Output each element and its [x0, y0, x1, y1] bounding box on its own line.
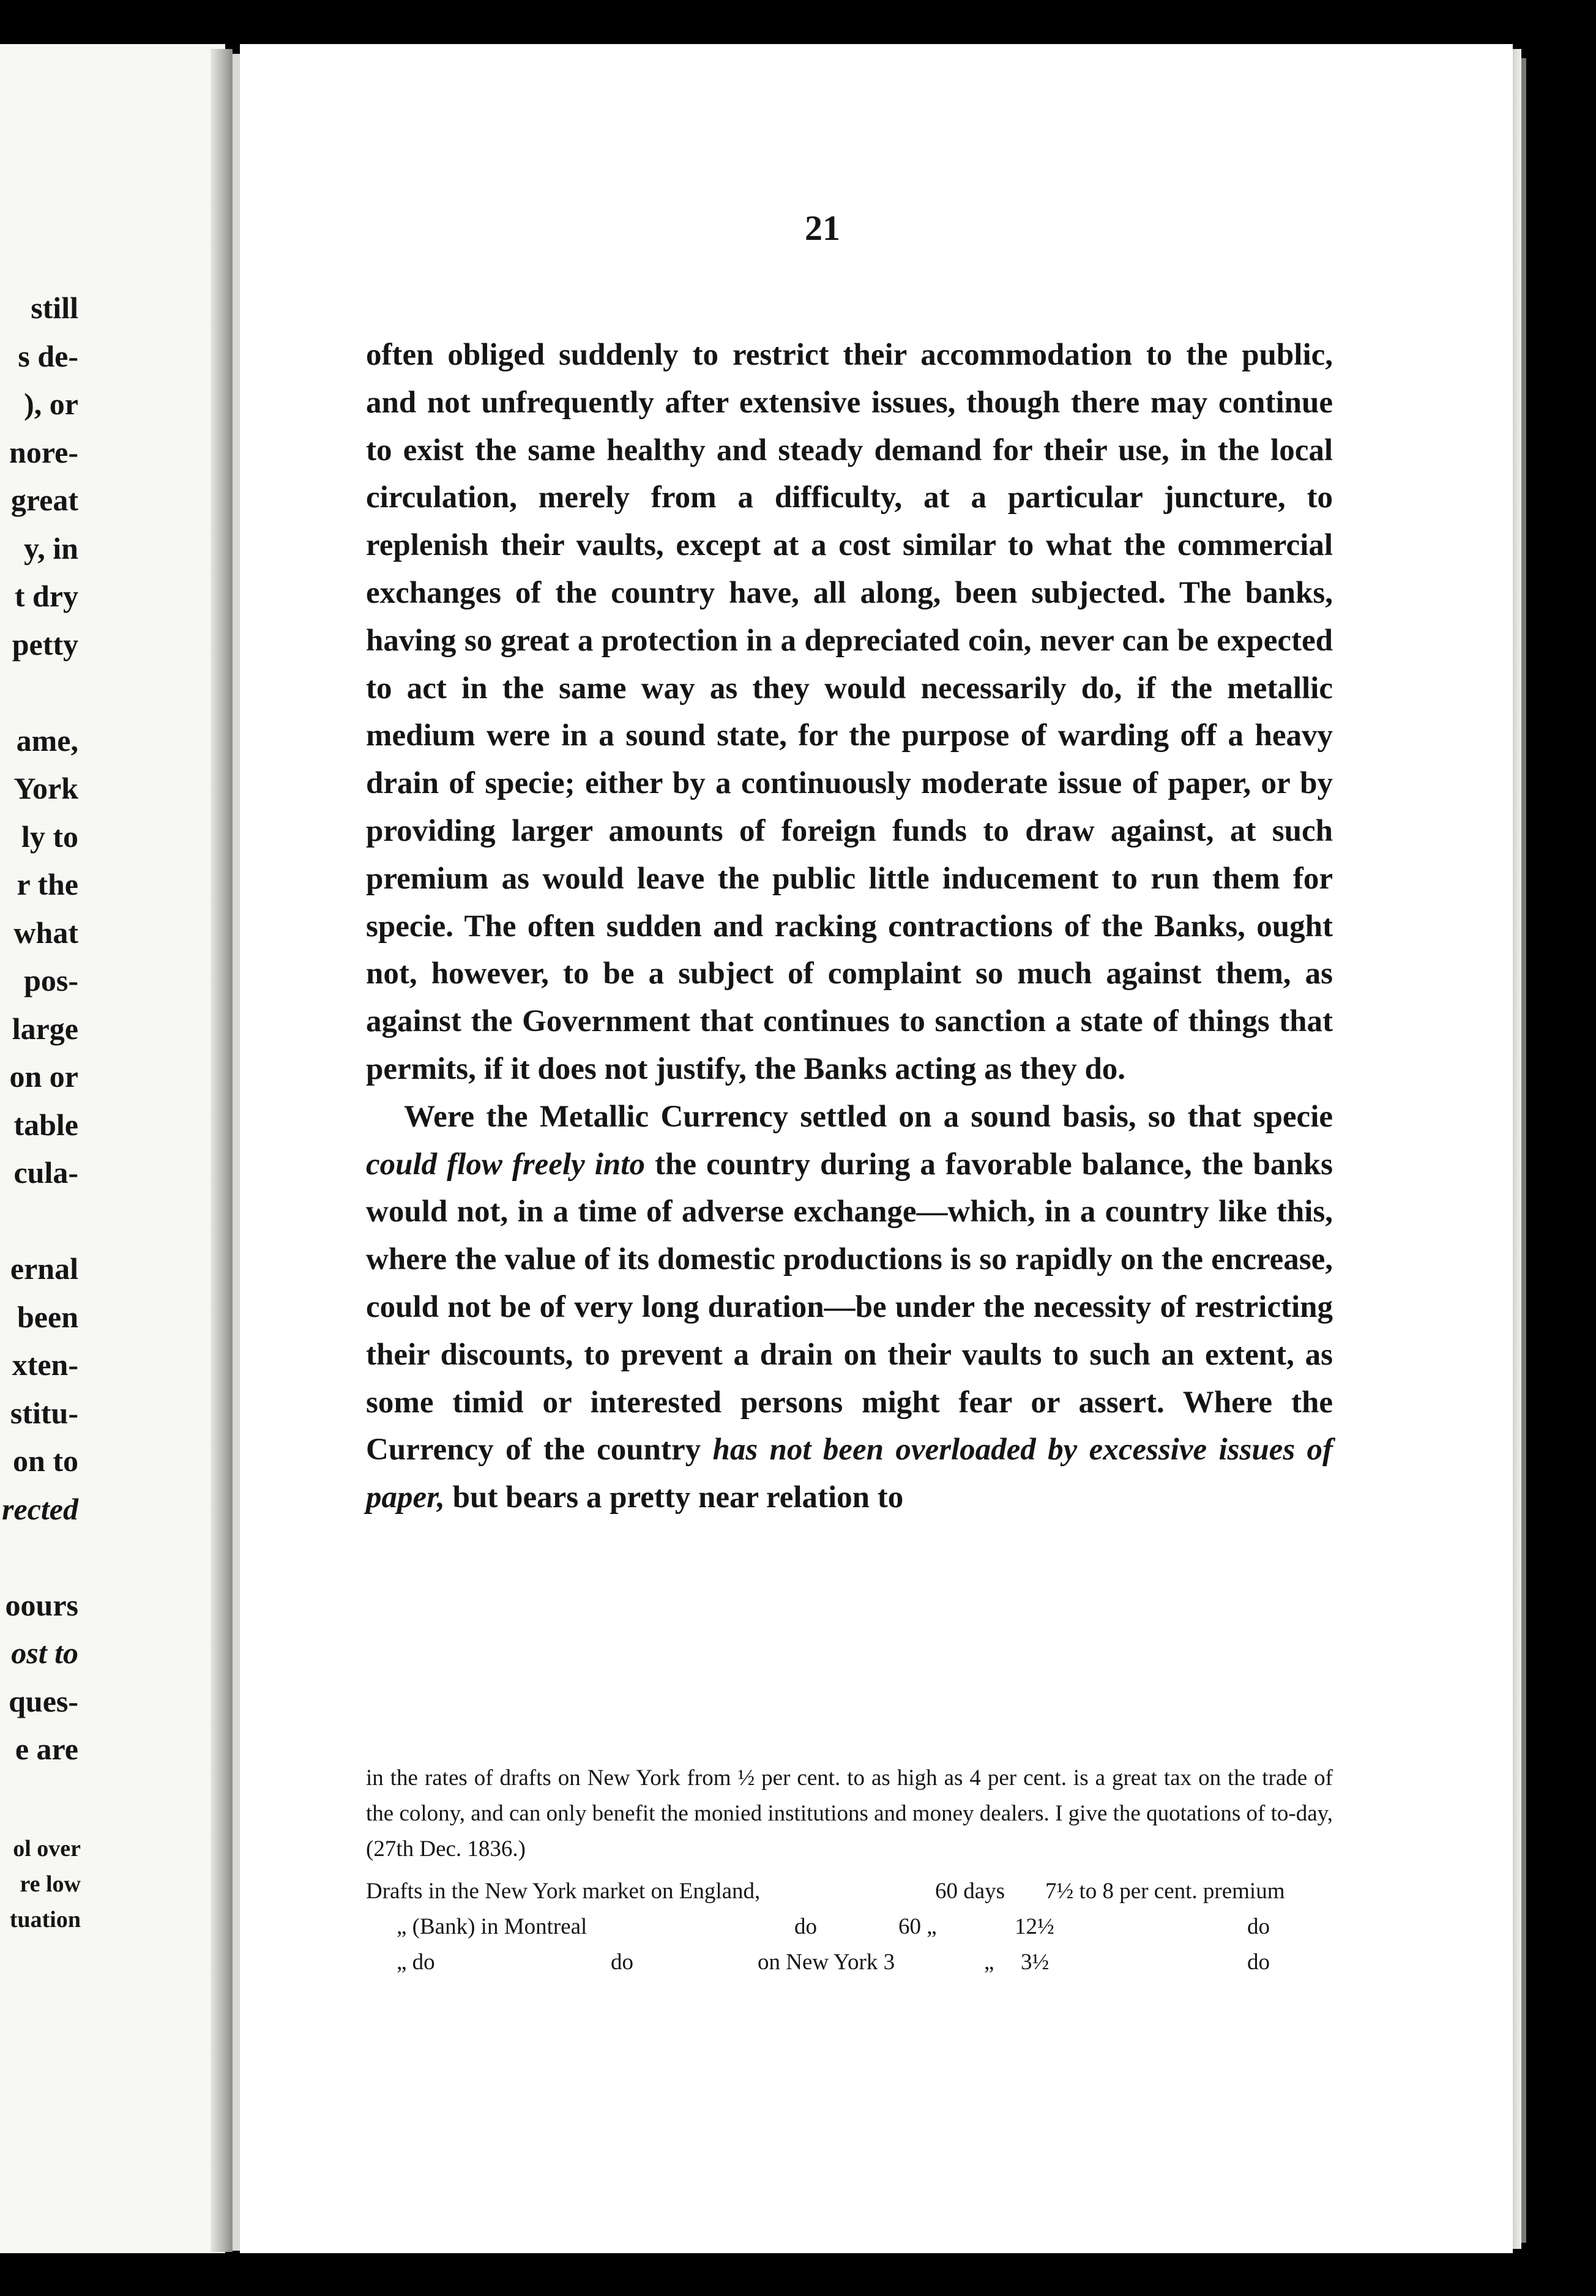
left-page-line: ernal: [10, 1251, 78, 1286]
page-edge: [1513, 49, 1521, 2249]
table-cell: 7½ to 8 per cent. premium: [1045, 1879, 1285, 1904]
left-page-footnote-line: tuation: [9, 1907, 81, 1933]
left-page-line: what: [13, 915, 78, 950]
left-page-line: ques-: [9, 1683, 78, 1718]
left-page-line: on or: [9, 1059, 78, 1094]
left-page-line: cula-: [13, 1155, 78, 1190]
left-page-line: xten-: [12, 1347, 78, 1382]
paragraph: [366, 1094, 1333, 1522]
table-cell: „: [984, 1950, 994, 1975]
table-row: [366, 1909, 1345, 1945]
left-page-line: great: [10, 483, 78, 517]
footnote: in the rates of drafts on New York from ½ per cent. to as high as 4 per cent. is a great tax on the trade of the colony, and can only benefit the monied institutions and money dealers. I give the quotations of to-day, (27th Dec. 1836.): [366, 1765, 1333, 1862]
left-page-line: ame,: [16, 723, 78, 758]
left-page-line: y, in: [24, 531, 78, 565]
right-page: [240, 44, 1513, 2253]
left-page-line: rected: [2, 1491, 78, 1526]
body-text: [366, 332, 1333, 1522]
left-page-line: r the: [17, 867, 78, 901]
table-cell: do: [1247, 1914, 1270, 1939]
left-page-line: oours: [5, 1587, 78, 1622]
table-cell: do: [1247, 1950, 1270, 1975]
page-edge-shadow: [1521, 58, 1526, 2243]
table-row: [366, 1945, 1345, 1980]
table-cell: 60 days: [935, 1879, 1005, 1904]
left-page-line: still: [31, 291, 78, 325]
book-gutter: [233, 54, 240, 2251]
left-page-line: been: [17, 1299, 78, 1334]
exchange-rates-table: [366, 1874, 1345, 1980]
paragraph-text: but bears a pretty near relation to: [444, 1480, 904, 1515]
paragraph-text: Were the Metallic Currency settled on a sound basis, so that specie: [404, 1099, 1333, 1134]
left-page-line: large: [12, 1011, 78, 1046]
table-cell: „ (Bank) in Montreal: [397, 1914, 587, 1939]
left-page-line: pos-: [24, 963, 78, 997]
italic-phrase: has not been overloaded by excessive issues of paper,: [366, 1433, 1333, 1515]
left-page-line: nore-: [9, 434, 78, 469]
left-page-line: table: [13, 1107, 78, 1142]
paragraph-text: the country during a favorable balance, the banks would not, in a time of adverse exchange—which, in a country like this, where the value of its domestic productions is so rapidly on the encrease, could not be of very long duration—be under the necessity of restricting their discounts, to prevent a drain on their vaults to such an extent, as some timid or interested persons might fear or assert. Where the Currency of the country: [366, 1147, 1333, 1467]
left-page-line: s de-: [18, 338, 78, 373]
left-page-footnote-line: re low: [20, 1871, 81, 1897]
left-page-line: York: [13, 771, 78, 805]
table-cell: 60 „: [898, 1914, 937, 1939]
table-cell: do: [611, 1950, 633, 1975]
left-page-footnote-line: ol over: [13, 1836, 81, 1862]
table-cell: on New York 3: [758, 1950, 895, 1975]
left-page-line: e are: [15, 1732, 78, 1766]
table-cell: Drafts in the New York market on England,: [366, 1879, 761, 1904]
page-number: 21: [805, 208, 840, 248]
table-cell: 12½: [1015, 1914, 1054, 1939]
table-cell: „ do: [397, 1950, 435, 1975]
left-page-line: t dry: [14, 579, 78, 613]
table-cell: do: [794, 1914, 817, 1939]
left-page-line: ost to: [11, 1636, 78, 1670]
left-page-line: ), or: [24, 387, 78, 421]
book-gutter-shadow: [211, 49, 233, 2252]
left-page-line: petty: [12, 627, 78, 662]
paragraph: often obliged suddenly to restrict their accommodation to the public, and not unfrequently after extensive issues, though there may continue to exist the same healthy and steady demand for their use, in the local circulation, merely from a difficulty, at a particular juncture, to replenish their vaults, except at a cost similar to what the commercial exchanges of the country have, all along, been subjected. The banks, having so great a protection in a depreciated coin, never can be expected to act in the same way as they would necessarily do, if the metallic medium were in a sound state, for the purpose of warding off a heavy drain of specie; either by a continuously moderate issue of paper, or by providing larger amounts of foreign funds to draw against, at such premium as would leave the public little inducement to run them for specie. The often sudden and racking contractions of the Banks, ought not, however, to be a subject of complaint so much against them, as against the Government that continues to sanction a state of things that permits, if it does not justify, the Banks acting as they do.: [366, 338, 1333, 1086]
left-page: [0, 44, 225, 2253]
left-page-line: on to: [13, 1444, 78, 1478]
italic-phrase: could flow freely into: [366, 1147, 645, 1182]
left-page-line: stitu-: [10, 1395, 78, 1430]
left-page-line: ly to: [21, 819, 78, 854]
table-row: [366, 1874, 1345, 1909]
table-cell: 3½: [1021, 1950, 1050, 1975]
